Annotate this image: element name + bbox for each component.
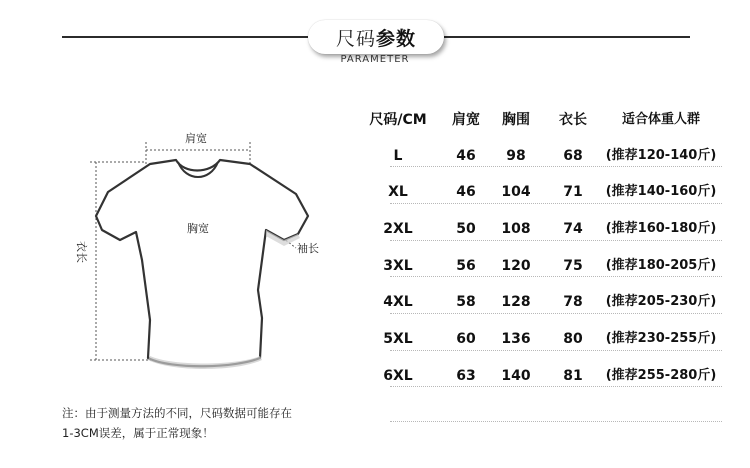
table-row xyxy=(352,144,722,168)
page-title-part2: 参数 xyxy=(376,27,417,50)
table-header-cell: 衣长 xyxy=(559,112,587,128)
disclaimer-note xyxy=(62,403,362,443)
table-cell: 140 xyxy=(501,368,531,384)
table-cell: 81 xyxy=(563,368,583,384)
sleeve-label: 袖长 xyxy=(297,242,319,255)
length-label: 衣长 xyxy=(75,241,88,263)
table-cell: 98 xyxy=(506,148,526,164)
table-cell: (推荐120-140斤) xyxy=(605,148,717,163)
table-row xyxy=(352,180,722,204)
table-cell: 71 xyxy=(563,184,583,200)
table-row xyxy=(352,327,722,351)
table-row xyxy=(352,364,722,388)
table-header-cell: 胸围 xyxy=(502,112,530,128)
table-cell: (推荐160-180斤) xyxy=(605,221,717,236)
table-cell: 74 xyxy=(563,221,583,237)
tshirt-figure xyxy=(60,120,360,380)
tshirt-diagram xyxy=(60,120,360,380)
table-cell: 46 xyxy=(456,148,476,164)
table-cell: 50 xyxy=(456,221,476,237)
header xyxy=(0,0,750,70)
note-line-1: 注：由于测量方法的不同，尺码数据可能存在 xyxy=(62,406,292,420)
table-cell: 63 xyxy=(456,368,476,384)
table-cell: 80 xyxy=(563,331,583,347)
table-cell: 108 xyxy=(501,221,531,237)
page-title xyxy=(308,20,444,54)
row-separator xyxy=(390,350,722,351)
table-cell: 75 xyxy=(563,258,583,274)
table-cell: (推荐255-280斤) xyxy=(605,368,717,383)
page-title-part1: 尺码 xyxy=(335,27,376,50)
table-header-cell: 适合体重人群 xyxy=(621,112,700,127)
table-cell: 68 xyxy=(563,148,583,164)
row-separator xyxy=(390,386,722,387)
table-cell: 60 xyxy=(456,331,476,347)
row-separator xyxy=(390,203,722,204)
table-cell: (推荐205-230斤) xyxy=(605,294,717,309)
chest-label: 胸宽 xyxy=(187,222,209,235)
table-cell: (推荐180-205斤) xyxy=(605,258,717,273)
table-cell: 5XL xyxy=(383,331,413,347)
table-cell: 78 xyxy=(563,294,583,310)
header-line-right xyxy=(444,36,690,38)
table-header-cell: 尺码/CM xyxy=(369,112,427,128)
shoulder-label: 肩宽 xyxy=(185,132,207,145)
table-cell: 3XL xyxy=(383,258,413,274)
row-separator xyxy=(390,421,722,422)
row-separator xyxy=(390,240,722,241)
table-cell: L xyxy=(393,148,403,164)
table-header-row xyxy=(352,108,722,132)
row-separator xyxy=(390,313,722,314)
table-cell: 128 xyxy=(501,294,531,310)
table-cell: 46 xyxy=(456,184,476,200)
row-separator xyxy=(390,166,722,167)
table-cell: XL xyxy=(388,184,408,200)
row-separator xyxy=(390,276,722,277)
table-cell: 136 xyxy=(501,331,531,347)
table-cell: 56 xyxy=(456,258,476,274)
header-line-left xyxy=(62,36,308,38)
note-line-2: 1-3CM误差，属于正常现象！ xyxy=(62,426,214,440)
table-cell: 58 xyxy=(456,294,476,310)
table-row xyxy=(352,217,722,241)
table-row xyxy=(352,290,722,314)
table-cell: (推荐230-255斤) xyxy=(605,331,717,346)
table-cell: 2XL xyxy=(383,221,413,237)
page-subtitle: PARAMETER xyxy=(340,54,410,65)
table-row xyxy=(352,254,722,278)
table-cell: 120 xyxy=(501,258,531,274)
table-header-cell: 肩宽 xyxy=(452,112,480,128)
table-cell: (推荐140-160斤) xyxy=(605,184,717,199)
table-cell: 6XL xyxy=(383,368,413,384)
table-cell: 104 xyxy=(501,184,531,200)
table-cell: 4XL xyxy=(383,294,413,310)
tshirt-outline xyxy=(96,160,308,366)
